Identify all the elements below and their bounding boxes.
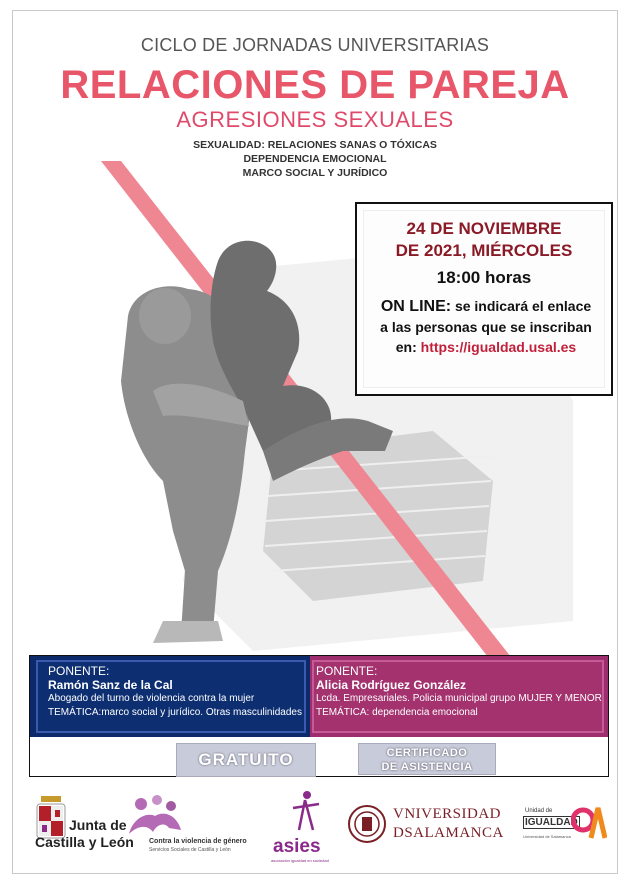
asies-figure-icon [285, 790, 325, 834]
speaker-card-2 [310, 656, 608, 737]
usal-line1: VNIVERSIDAD [393, 806, 501, 822]
poster [12, 10, 618, 874]
event-date-line1: 24 DE NOVIEMBRE [406, 219, 562, 238]
speaker-card-2-panel [312, 660, 604, 733]
certificate-badge [358, 743, 496, 775]
online-text-2: a las personas que se inscriban [380, 319, 592, 335]
violencia-line2: Servicios Sociales de Castilla y León [149, 847, 231, 853]
asies-sub: asociación igualdad en sociedad [271, 858, 329, 863]
igualdad-logo [523, 802, 613, 864]
event-info-panel [363, 210, 605, 388]
registration-link[interactable]: https://igualdad.usal.es [420, 339, 577, 355]
sponsor-logos [13, 786, 617, 873]
violencia-genero-logo [125, 794, 265, 866]
speaker-label: PONENTE: [48, 664, 110, 678]
speaker-role: Lcda. Empresariales. Policia municipal grupo MUJER Y MENOR [316, 693, 602, 704]
usal-logo [347, 802, 515, 862]
free-badge: GRATUITO [176, 743, 316, 777]
speaker-role: Abogado del turno de violencia contra la mujer [48, 693, 255, 704]
subtitle: AGRESIONES SEXUALES [176, 107, 454, 132]
speaker-label: PONENTE: [316, 664, 378, 678]
jcyl-line2: Castilla y León [35, 834, 134, 850]
people-group-icon [125, 794, 185, 838]
jcyl-logo [35, 796, 135, 866]
usal-seal-icon [347, 804, 387, 844]
online-text-3: en: [395, 339, 421, 355]
usal-line2: DSALAMANCA [393, 825, 504, 841]
speaker-card-1 [30, 656, 310, 737]
topic-item: DEPENDENCIA EMOCIONAL [243, 153, 387, 165]
igualdad-name: IGUALDAD [525, 817, 578, 828]
event-date-line2: DE 2021, MIÉRCOLES [395, 241, 573, 260]
speaker-name: Alicia Rodríguez González [316, 678, 467, 692]
speakers-section [29, 655, 609, 777]
certificate-line-2: DE ASISTENCIA [381, 761, 473, 773]
speaker-topic: TEMÁTICA:marco social y jurídico. Otras masculinidades [48, 707, 302, 718]
speaker-topic: TEMÁTICA: dependencia emocional [316, 707, 478, 718]
asies-logo [271, 790, 341, 868]
igualdad-symbol-icon [571, 802, 607, 842]
speaker-name: Ramón Sanz de la Cal [48, 678, 173, 692]
igualdad-top: Unidad de [525, 808, 553, 814]
series-title: CICLO DE JORNADAS UNIVERSITARIAS [140, 35, 490, 55]
asies-name: asies [273, 836, 321, 857]
online-label: ON LINE: [380, 298, 452, 315]
topic-item: MARCO SOCIAL Y JURÍDICO [242, 167, 388, 179]
online-info [371, 296, 601, 357]
event-info-box [355, 202, 613, 396]
event-date [363, 218, 605, 262]
certificate-line-1: CERTIFICADO [386, 747, 468, 759]
online-text-1: se indicará el enlace [451, 298, 592, 314]
jcyl-line1: Junta de [69, 817, 127, 833]
event-time: 18:00 horas [436, 268, 532, 287]
igualdad-sub: Universidad de Salamanca [523, 834, 571, 839]
topic-item: SEXUALIDAD: RELACIONES SANAS O TÓXICAS [193, 139, 437, 151]
speaker-card-1-panel [36, 660, 306, 733]
violencia-line1: Contra la violencia de género [149, 838, 247, 845]
main-title: RELACIONES DE PAREJA [60, 63, 570, 107]
